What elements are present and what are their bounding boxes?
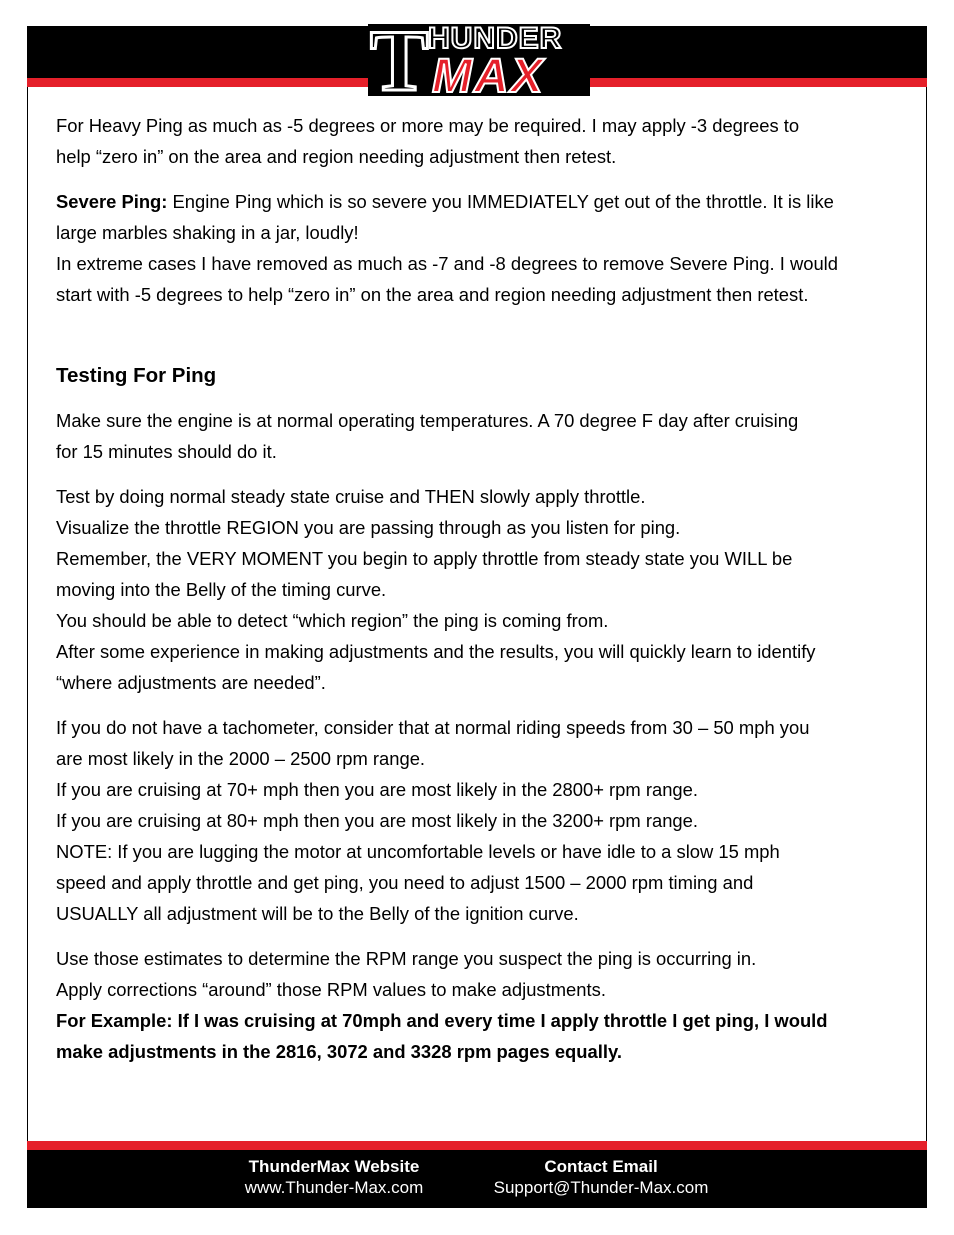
text-line: moving into the Belly of the timing curve.: [56, 579, 387, 600]
text-line: USUALLY all adjustment will be to the Belly of the ignition curve.: [56, 903, 579, 924]
section-heading: Testing For Ping: [56, 364, 217, 387]
document-body: [56, 110, 906, 1081]
footer-red-stripe: [27, 1141, 927, 1150]
paragraph-temperature: [56, 405, 906, 467]
paragraph-severe-ping: [56, 186, 906, 310]
paragraph-estimates: [56, 943, 906, 1067]
example-line: make adjustments in the 2816, 3072 and 3328 rpm pages equally.: [56, 1041, 622, 1062]
footer-email-title: Contact Email: [544, 1157, 658, 1176]
text-line: In extreme cases I have removed as much as -7 and -8 degrees to remove Severe Ping. I would: [56, 253, 838, 274]
footer-website-url[interactable]: www.Thunder-Max.com: [244, 1178, 424, 1197]
logo-letter: T: [370, 18, 429, 98]
text-line: for 15 minutes should do it.: [56, 441, 277, 462]
thundermax-logo: [368, 18, 590, 98]
footer-contact: [470, 1156, 732, 1199]
text-line: Engine Ping which is so severe you IMMEDIATELY get out of the throttle. It is like: [167, 191, 834, 212]
text-line: Make sure the engine is at normal operating temperatures. A 70 degree F day after cruising: [56, 410, 799, 431]
footer-website: [214, 1156, 454, 1199]
footer-website-title: ThunderMax Website: [248, 1157, 420, 1176]
severe-ping-label: Severe Ping:: [56, 191, 168, 212]
logo-text-bottom: MAX: [432, 50, 545, 98]
text-line: If you are cruising at 80+ mph then you are most likely in the 3200+ rpm range.: [56, 810, 698, 831]
paragraph-test-procedure: [56, 481, 906, 698]
example-line: For Example: If I was cruising at 70mph and every time I apply throttle I get ping, I would: [56, 1010, 828, 1031]
text-line: After some experience in making adjustments and the results, you will quickly learn to identify: [56, 641, 816, 662]
text-line: Apply corrections “around” those RPM values to make adjustments.: [56, 979, 606, 1000]
text-line: If you do not have a tachometer, consider that at normal riding speeds from 30 – 50 mph you: [56, 717, 810, 738]
text-line: You should be able to detect “which region” the ping is coming from.: [56, 610, 609, 631]
paragraph-tachometer: [56, 712, 906, 929]
text-line: NOTE: If you are lugging the motor at uncomfortable levels or have idle to a slow 15 mph: [56, 841, 780, 862]
paragraph-heavy-ping: [56, 110, 906, 172]
footer-email-address[interactable]: Support@Thunder-Max.com: [493, 1178, 709, 1197]
text-line: large marbles shaking in a jar, loudly!: [56, 222, 359, 243]
logo-text-top: HUNDER: [428, 22, 563, 55]
text-line: If you are cruising at 70+ mph then you are most likely in the 2800+ rpm range.: [56, 779, 698, 800]
text-line: start with -5 degrees to help “zero in” on the area and region needing adjustment then retest.: [56, 284, 809, 305]
text-line: Visualize the throttle REGION you are passing through as you listen for ping.: [56, 517, 681, 538]
text-line: help “zero in” on the area and region needing adjustment then retest.: [56, 146, 617, 167]
text-line: are most likely in the 2000 – 2500 rpm range.: [56, 748, 426, 769]
text-line: Remember, the VERY MOMENT you begin to apply throttle from steady state you WILL be: [56, 548, 793, 569]
text-line: Test by doing normal steady state cruise and THEN slowly apply throttle.: [56, 486, 646, 507]
text-line: For Heavy Ping as much as -5 degrees or more may be required. I may apply -3 degrees to: [56, 115, 800, 136]
text-line: “where adjustments are needed”.: [56, 672, 326, 693]
text-line: speed and apply throttle and get ping, you need to adjust 1500 – 2000 rpm timing and: [56, 872, 754, 893]
text-line: Use those estimates to determine the RPM range you suspect the ping is occurring in.: [56, 948, 757, 969]
